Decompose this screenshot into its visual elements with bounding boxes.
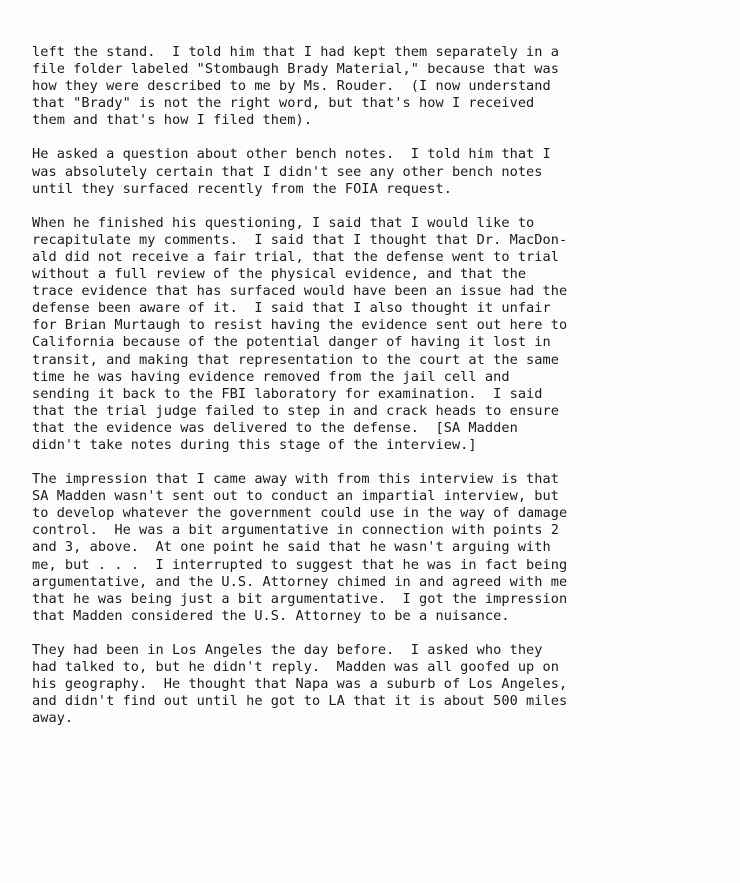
text-line: ald did not receive a fair trial, that the defense went to trial <box>32 248 559 265</box>
text-line: that "Brady" is not the right word, but that's how I received <box>32 95 535 112</box>
text-line: SA Madden wasn't sent out to conduct an impartial interview, but <box>32 488 559 505</box>
text-line: them and that's how I filed them). <box>32 112 312 129</box>
text-line: California because of the potential danger of having it lost in <box>32 334 551 351</box>
text-line: didn't take notes during this stage of the interview.] <box>32 436 477 453</box>
text-line: trace evidence that has surfaced would have been an issue had the <box>32 283 568 300</box>
paragraph <box>32 215 722 454</box>
text-line: was absolutely certain that I didn't see any other bench notes <box>32 163 543 180</box>
text-line: time he was having evidence removed from the jail cell and <box>32 368 510 385</box>
text-line: without a full review of the physical evidence, and that the <box>32 266 527 283</box>
text-line: to develop whatever the government could use in the way of damage <box>32 505 568 522</box>
text-line: file folder labeled "Stombaugh Brady Material," because that was <box>32 61 559 78</box>
text-line: He asked a question about other bench notes. I told him that I <box>32 146 551 163</box>
text-line: When he finished his questioning, I said that I would like to <box>32 214 535 231</box>
text-line: that Madden considered the U.S. Attorney to be a nuisance. <box>32 607 510 624</box>
text-line: and didn't find out until he got to LA that it is about 500 miles <box>32 693 568 710</box>
text-line: his geography. He thought that Napa was a suburb of Los Angeles, <box>32 676 568 693</box>
text-line: how they were described to me by Ms. Rouder. (I now understand <box>32 78 551 95</box>
text-line: The impression that I came away with from this interview is that <box>32 471 559 488</box>
paragraph <box>32 642 722 727</box>
text-line: and 3, above. At one point he said that he wasn't arguing with <box>32 539 551 556</box>
text-line: sending it back to the FBI laboratory for examination. I said <box>32 385 543 402</box>
text-line: me, but . . . I interrupted to suggest that he was in fact being <box>32 556 568 573</box>
text-line: control. He was a bit argumentative in connection with points 2 <box>32 522 559 539</box>
text-line: for Brian Murtaugh to resist having the evidence sent out here to <box>32 317 568 334</box>
text-line: They had been in Los Angeles the day before. I asked who they <box>32 641 543 658</box>
text-line: away. <box>32 710 74 727</box>
text-line: that the trial judge failed to step in and crack heads to ensure <box>32 402 559 419</box>
document-page <box>32 44 722 744</box>
paragraph <box>32 146 722 197</box>
text-line: argumentative, and the U.S. Attorney chimed in and agreed with me <box>32 573 568 590</box>
text-line: transit, and making that representation to the court at the same <box>32 351 559 368</box>
paragraph <box>32 471 722 625</box>
text-line: that the evidence was delivered to the defense. [SA Madden <box>32 419 518 436</box>
text-line: defense been aware of it. I said that I also thought it unfair <box>32 300 551 317</box>
paragraph <box>32 44 722 129</box>
text-line: had talked to, but he didn't reply. Madden was all goofed up on <box>32 659 559 675</box>
text-line: left the stand. I told him that I had kept them separately in a <box>32 44 559 60</box>
text-line: recapitulate my comments. I said that I thought that Dr. MacDon- <box>32 231 568 248</box>
text-line: that he was being just a bit argumentative. I got the impression <box>32 590 568 607</box>
text-line: until they surfaced recently from the FOIA request. <box>32 180 452 197</box>
